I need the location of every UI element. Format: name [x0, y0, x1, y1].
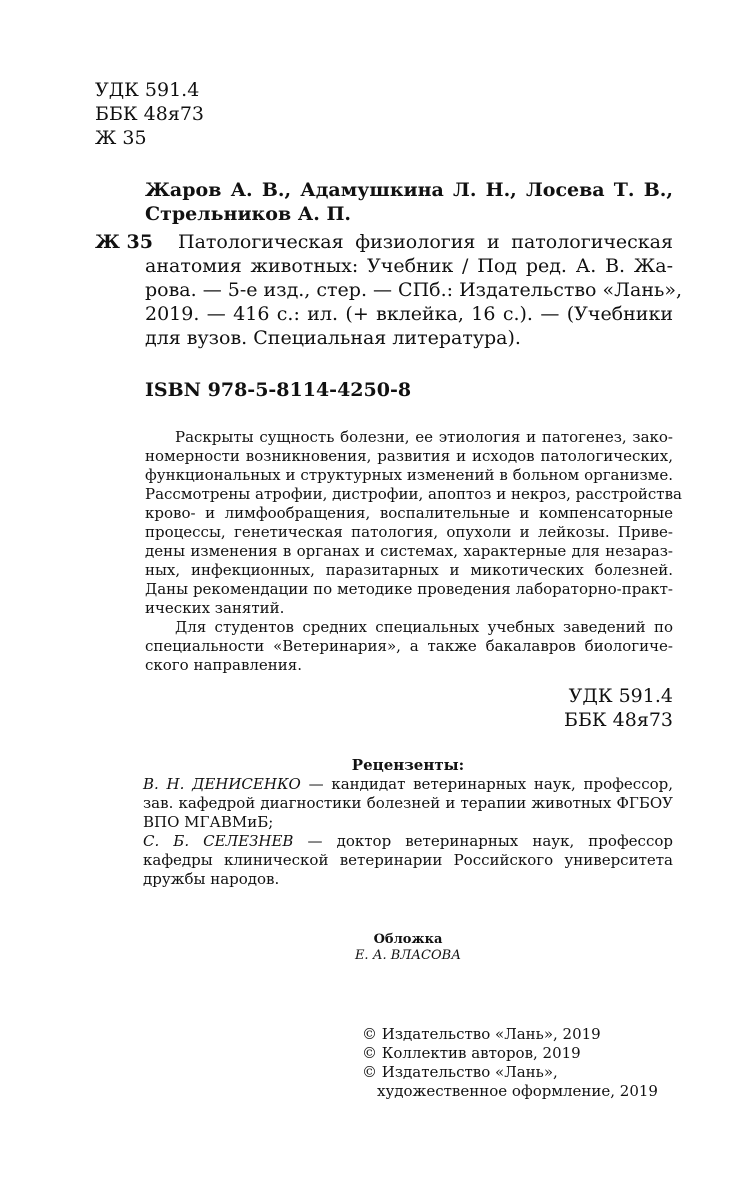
reviewer-line	[143, 775, 673, 794]
reviewer-line: дружбы народов.	[143, 870, 280, 888]
biblio-line: рова. — 5-е изд., стер. — СПб.: Издательство «Лань»,	[145, 279, 683, 301]
biblio-line: анатомия животных: Учебник / Под ред. А. В. Жа-	[145, 255, 673, 277]
cover-designer: Е. А. ВЛАСОВА	[354, 948, 462, 963]
udk-code: УДК 591.4	[95, 79, 200, 101]
copyright-line: художественное оформление, 2019	[377, 1082, 658, 1100]
biblio-line: 2019. — 416 с.: ил. (+ вклейка, 16 с.). — (Учебники	[145, 303, 673, 325]
annotation-line: функциональных и структурных изменений в больном организме.	[145, 466, 673, 484]
udk-code: УДК 591.4	[568, 685, 673, 707]
authors-line: Жаров А. В., Адамушкина Л. Н., Лосева Т. В.,	[145, 179, 673, 201]
biblio-line: Патологическая физиология и патологическая	[178, 231, 673, 253]
annotation-line: дены изменения в органах и системах, характерные для незараз-	[145, 542, 673, 560]
annotation-line: крово- и лимфообращения, воспалительные и компенсаторные	[145, 504, 673, 522]
annotation-line: Рассмотрены атрофии, дистрофии, апоптоз и некроз, расстройства	[145, 485, 682, 503]
copyright-line: © Издательство «Лань»,	[362, 1063, 558, 1081]
reviewer-line: зав. кафедрой диагностики болезней и терапии животных ФГБОУ	[143, 794, 673, 812]
reviewer-title: — кандидат ветеринарных наук, профессор,	[300, 775, 673, 793]
annotation-line: номерности возникновения, развития и исходов патологических,	[145, 447, 673, 465]
record-mark: Ж 35	[95, 231, 153, 253]
bbk-code: ББК 48я73	[563, 709, 673, 731]
annotation-line: ных, инфекционных, паразитарных и микотических болезней.	[145, 561, 673, 579]
reviewers-heading: Рецензенты:	[351, 756, 465, 774]
reviewer-name: С. Б. СЕЛЕЗНЕВ	[143, 832, 294, 850]
annotation-line: ических занятий.	[145, 599, 285, 617]
copyright-line: © Издательство «Лань», 2019	[362, 1025, 601, 1043]
copyright-line: © Коллектив авторов, 2019	[362, 1044, 581, 1062]
bbk-code: ББК 48я73	[95, 103, 205, 125]
authors-line: Стрельников А. П.	[145, 203, 352, 225]
biblio-line: для вузов. Специальная литература).	[145, 327, 521, 349]
cover-heading: Обложка	[373, 932, 443, 947]
annotation-line: специальности «Ветеринария», а также бакалавров биологиче-	[145, 637, 673, 655]
annotation-line: Даны рекомендации по методике проведения лабораторно-практ-	[145, 580, 673, 598]
author-mark: Ж 35	[95, 127, 147, 149]
isbn: ISBN 978-5-8114-4250-8	[145, 379, 412, 401]
reviewer-line: кафедры клинической ветеринарии Российского университета	[143, 851, 673, 869]
reviewer-title: — доктор ветеринарных наук, профессор	[293, 832, 673, 850]
reviewer-name: В. Н. ДЕНИСЕНКО	[143, 775, 301, 793]
annotation-line: Раскрыты сущность болезни, ее этиология и патогенез, зако-	[175, 428, 673, 446]
annotation-line: процессы, генетическая патология, опухоли и лейкозы. Приве-	[145, 523, 673, 541]
annotation-line: ского направления.	[145, 656, 303, 674]
reviewer-line: ВПО МГАВМиБ;	[143, 813, 274, 831]
annotation-line: Для студентов средних специальных учебных заведений по	[175, 618, 673, 636]
reviewer-line	[143, 832, 673, 851]
